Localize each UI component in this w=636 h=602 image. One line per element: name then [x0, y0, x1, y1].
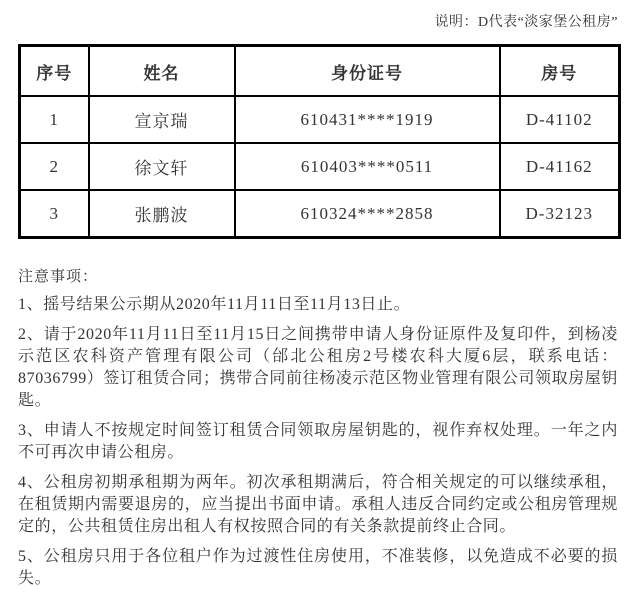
cell-name: 徐文轩 [89, 143, 235, 190]
header-room: 房号 [500, 46, 620, 97]
cell-id-number: 610324****2858 [235, 190, 500, 238]
cell-seq: 3 [20, 190, 89, 238]
notice-item: 3、申请人不按规定时间签订租赁合同领取房屋钥匙的，视作弃权处理。一年之内不可再次申请公租房。 [18, 422, 618, 461]
cell-id-number: 610431****1919 [235, 96, 500, 143]
cell-id-number: 610403****0511 [235, 143, 500, 190]
header-seq: 序号 [20, 46, 89, 97]
notice-item: 5、公租房只用于各位租户作为过渡性住房使用，不准装修，以免造成不必要的损失。 [18, 548, 618, 587]
notice-item: 2、请于2020年11月11日至11月15日之间携带申请人身份证原件及复印件，到杨凌示范区农科资产管理有限公司（邰北公租房2号楼农科大厦6层，联系电话：87036799）签订租赁合同；携带合同前往杨凌示范区物业管理有限公司领取房屋钥匙。 [18, 326, 619, 409]
lottery-results-table [18, 44, 621, 239]
legend-note: 说明：D代表“淡家堡公租房” [434, 15, 618, 30]
cell-seq: 1 [20, 96, 89, 143]
cell-seq: 2 [20, 143, 89, 190]
table-body [20, 96, 620, 238]
header-name: 姓名 [89, 46, 235, 97]
notices-list [18, 294, 618, 590]
notice-item: 1、摇号结果公示期从2020年11月11日至11月13日止。 [18, 296, 411, 313]
table-row [20, 96, 620, 143]
header-id: 身份证号 [235, 46, 500, 97]
table-row [20, 190, 620, 238]
notices-section [18, 265, 618, 590]
cell-room-number: D-41162 [500, 143, 620, 190]
notices-title: 注意事项： [18, 269, 99, 285]
cell-name: 张鹏波 [89, 190, 235, 238]
cell-room-number: D-41102 [500, 96, 620, 143]
cell-room-number: D-32123 [500, 190, 620, 238]
notice-item: 4、公租房初期承租期为两年。初次承租期满后，符合相关规定的可以继续承租，在租赁期内需要退房的，应当提出书面申请。承租人违反合同约定或公租房管理规定的，公共租赁住房出租人有权按照合同的有关条款提前终止合同。 [18, 474, 618, 535]
cell-name: 宣京瑞 [89, 96, 235, 143]
table-header-row [20, 46, 620, 97]
table-row [20, 143, 620, 190]
